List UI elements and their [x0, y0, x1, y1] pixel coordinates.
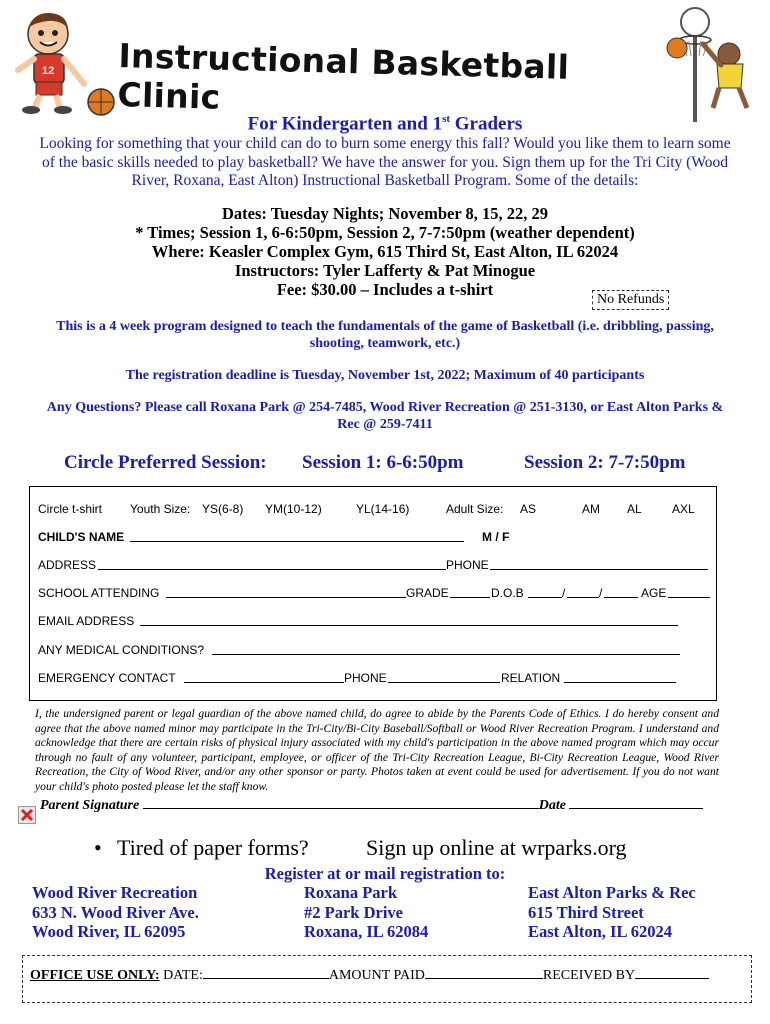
registration-deadline: The registration deadline is Tuesday, November 1st, 2022; Maximum of 40 participants — [125, 368, 645, 383]
phone-label: PHONE — [446, 558, 489, 572]
intro-paragraph: Looking for something that your child can do to burn some energy this fall? Would you like them to learn some of the basic skills needed to play basketball? We have the answer for you. Sign them up for the Tri City (Wood River, Roxana, East Alton) Instructional Basketball Program. Some of the details: — [39, 135, 731, 189]
parent-signature-field[interactable] — [143, 797, 539, 809]
date-label: Date — [538, 798, 566, 813]
emergency-label: EMERGENCY CONTACT — [38, 671, 176, 685]
dob-slash-2: / — [599, 586, 603, 600]
size-ym[interactable]: YM(10-12) — [265, 502, 322, 516]
size-am[interactable]: AM — [582, 502, 600, 516]
no-refunds-note: No Refunds — [592, 290, 669, 310]
broken-image-icon — [18, 806, 36, 824]
questions-contact: Any Questions? Please call Roxana Park @ 254-7485, Wood River Recreation @ 251-3130, or East Alton Parks & Rec @ 259-7411 — [46, 400, 724, 432]
session-1-option[interactable]: Session 1: 6-6:50pm — [302, 452, 464, 473]
size-axl[interactable]: AXL — [672, 502, 695, 516]
phone-field[interactable] — [490, 558, 708, 570]
office-date-field[interactable] — [203, 967, 329, 979]
signature-row — [40, 797, 703, 814]
age-field[interactable] — [668, 586, 710, 598]
address-label: ADDRESS — [38, 558, 97, 572]
address-block-east-alton: East Alton Parks & Rec 615 Third Street East Alton, IL 62024 — [528, 883, 696, 941]
relation-label: RELATION — [501, 671, 561, 685]
emergency-phone-field[interactable] — [388, 671, 500, 683]
parent-signature-label: Parent Signature — [40, 798, 140, 813]
youth-size-label: Youth Size: — [130, 502, 191, 516]
gender-label[interactable]: M / F — [482, 530, 510, 544]
tired-of-paper: Tired of paper forms? — [117, 835, 309, 860]
office-date-label: DATE: — [163, 968, 203, 983]
fee-line: Fee: $30.00 – Includes a t-shirt — [276, 280, 494, 299]
medical-label: ANY MEDICAL CONDITIONS? — [38, 643, 205, 657]
amount-paid-field[interactable] — [425, 967, 543, 979]
size-as[interactable]: AS — [520, 502, 537, 516]
relation-field[interactable] — [564, 671, 676, 683]
received-by-label: RECEIVED BY — [542, 968, 636, 983]
online-bullet: • — [94, 835, 102, 860]
office-use-label: OFFICE USE ONLY: — [30, 968, 160, 983]
school-label: SCHOOL ATTENDING — [38, 586, 160, 600]
signup-online-link[interactable]: Sign up online at wrparks.org — [366, 835, 627, 860]
dunking-player-icon — [655, 4, 765, 124]
amount-paid-label: AMOUNT PAID — [328, 968, 425, 983]
address-block-roxana: Roxana Park #2 Park Drive Roxana, IL 62084 — [304, 883, 429, 941]
session-label: Circle Preferred Session: — [64, 452, 267, 473]
basketball-player-icon — [4, 4, 122, 116]
session-2-option[interactable]: Session 2: 7-7:50pm — [524, 452, 686, 473]
location-line: Where: Keasler Complex Gym, 615 Third St, East Alton, IL 62024 — [151, 242, 619, 261]
age-label: AGE — [641, 586, 667, 600]
size-yl[interactable]: YL(14-16) — [356, 502, 410, 516]
received-by-field[interactable] — [635, 967, 709, 979]
emergency-field[interactable] — [184, 671, 344, 683]
dob-month-field[interactable] — [528, 586, 562, 598]
jersey-number: 12 — [42, 65, 55, 77]
office-use-row — [30, 967, 709, 984]
dob-slash-1: / — [562, 586, 566, 600]
dates-line: Dates: Tuesday Nights; November 8, 15, 22, 29 — [221, 204, 549, 223]
medical-field[interactable] — [212, 643, 680, 655]
waiver-text: I, the undersigned parent or legal guardian of the above named child, do agree to abide by the Parents Code of Ethics. I do hereby consent and agree that the above named minor may participate in the Tri-City/Bi-City Baseball/Softball or Wood River Recreation Program. I understand and acknowledge that there are certain risks of physical injury associated with my child's participation in the above named program which may occur through no fault of any volunteer, participant, employee, or officer of the Tri-City Recreation League, Bi-City Recreation League, Wood River Recreation, the City of Wood River, and/or any other sponsor or party. Photos taken at event could be used for advertisement. If you do not want your child's photo posted please let the staff know. — [35, 707, 719, 793]
subtitle: For Kindergarten and 1st Graders — [247, 113, 523, 135]
childs-name-label: CHILD'S NAME — [38, 530, 125, 544]
register-heading: Register at or mail registration to: — [264, 864, 506, 883]
dob-day-field[interactable] — [567, 586, 599, 598]
school-field[interactable] — [166, 586, 406, 598]
page-title: Instructional Basketball Clinic — [116, 36, 570, 117]
grade-label: GRADE — [406, 586, 449, 600]
email-field[interactable] — [140, 614, 678, 626]
dob-year-field[interactable] — [604, 586, 638, 598]
program-note: This is a 4 week program designed to teach the fundamentals of the game of Basketball (i.e. dribbling, passing, shooting, teamwork, etc.) — [56, 319, 714, 351]
emergency-phone-label: PHONE — [344, 671, 387, 685]
size-al[interactable]: AL — [627, 502, 642, 516]
tshirt-label: Circle t-shirt — [38, 502, 103, 516]
size-ys[interactable]: YS(6-8) — [202, 502, 244, 516]
instructors-line: Instructors: Tyler Lafferty & Pat Minogue — [234, 261, 536, 280]
signature-date-field[interactable] — [569, 797, 703, 809]
address-field[interactable] — [98, 558, 446, 570]
grade-field[interactable] — [450, 586, 490, 598]
dob-label: D.O.B — [491, 586, 524, 600]
times-line: * Times; Session 1, 6-6:50pm, Session 2, 7-7:50pm (weather dependent) — [135, 223, 635, 242]
email-label: EMAIL ADDRESS — [38, 614, 135, 628]
childs-name-field[interactable] — [130, 530, 464, 542]
adult-size-label: Adult Size: — [446, 502, 504, 516]
address-block-wood-river: Wood River Recreation 633 N. Wood River Ave. Wood River, IL 62095 — [32, 883, 199, 941]
